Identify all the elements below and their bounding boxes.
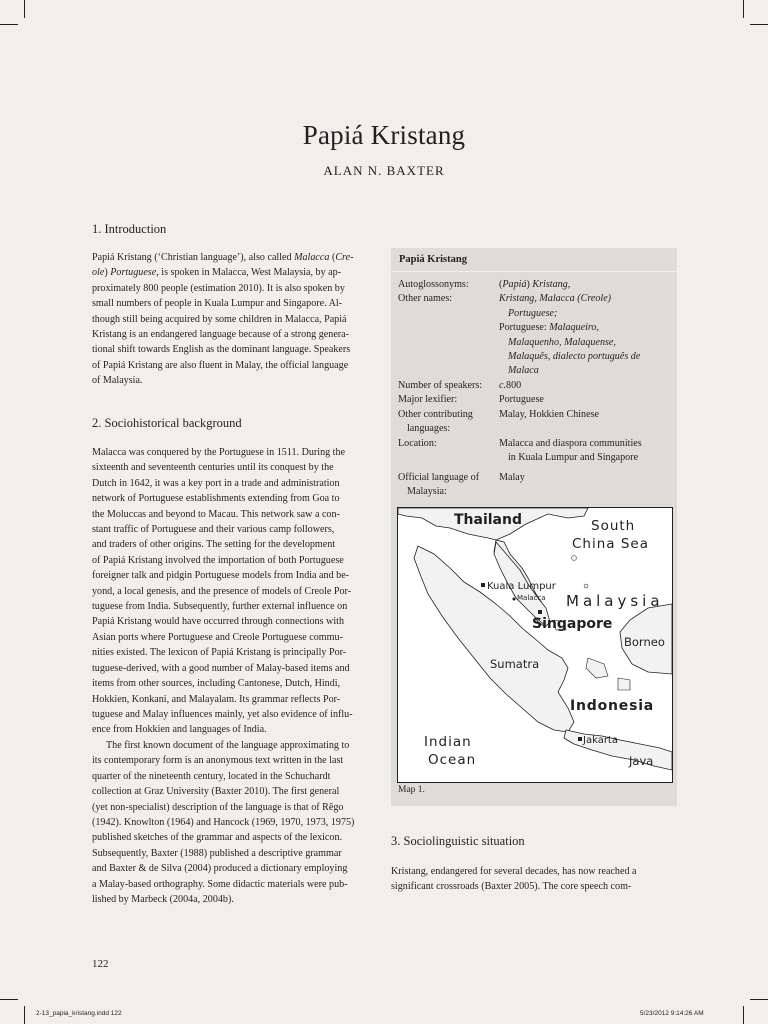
map-label-malaysia: Malaysia [566,592,664,610]
value-line: Kristang, Malacca (Creole) [499,293,612,305]
value-line: in Kuala Lumpur and Singapore [508,452,639,464]
text-line: lished by Marbeck (2004a, 2004b). [92,894,234,906]
map-label-java: Java [629,754,654,768]
text-line: significant crossroads (Baxter 2005). The core speech com- [391,881,632,893]
text-line: tuguese from India. Subsequently, further external influence on [92,601,348,613]
text-line: published sketches of the grammar and aspects of the lexicon. [92,832,343,844]
text-line: (yet non-specialist) description of the language is that of Rêgo [92,801,344,813]
infobox-key: Number of speakers: [398,380,483,391]
print-slug-timestamp: 5/23/2012 9:14:26 AM [640,1010,704,1017]
text-line: tuguese-derived, with a good number of Malay-based items and [92,662,350,674]
text-line: proximately 800 people (estimation 2010). It is also spoken by [92,282,345,294]
value-line: Malaquenho, Malaquense, [508,336,616,348]
text-line: items from other sources, including Cantonese, Dutch, Hindi, [92,678,341,690]
paragraph-sociolinguistic [391,864,678,895]
text-line: yond, a local genesis, and the presence of models of Creole Por- [92,585,352,597]
value-line: Malacca and diaspora communities [499,438,642,449]
singapore-marker [538,610,542,614]
key-line: Malaysia: [407,486,447,498]
infobox-value: Malay [499,472,525,483]
key-line: Other contributing [398,408,473,420]
infobox-key: Other names: [398,293,453,305]
text-line: Papiá Kristang (‘Christian language’), also called Malacca (Cre- [92,252,354,263]
section-heading-sociohistorical: 2. Sociohistorical background [92,416,242,430]
crop-mark [24,1006,25,1024]
map-label-indonesia: Indonesia [570,698,655,714]
kuala-lumpur-marker [481,583,485,587]
java-landmass [564,730,672,770]
page-title: Papiá Kristang [302,120,466,150]
page-number: 122 [92,958,109,970]
section-heading-sociolinguistic: 3. Sociolinguistic situation [391,834,525,848]
map-label-indian-ocean: Indian [424,734,472,750]
crop-mark [0,24,18,25]
paragraph-sociohistorical-2 [92,738,377,907]
infobox-divider [391,271,677,272]
value-line: Portuguese; [508,307,558,319]
value-line: Malaca [508,365,539,377]
text-line: The first known document of the language approximating to [106,740,350,751]
infobox-key [398,408,502,437]
text-line: of Papiá Kristang involved the importation of both Portuguese [92,554,344,566]
infobox-value: (Papiá) Kristang, [499,279,571,290]
belitung-island [618,678,630,690]
text-line: network of Portuguese establishments extending from Goa to [92,493,340,505]
map-label-jakarta: Jakarta [583,735,618,746]
infobox-value [499,437,677,466]
text-line: quarter of the nineteenth century, located in the Schuchardt [92,770,331,782]
jakarta-marker [578,737,582,741]
text-line: of Malaysia. [92,375,143,387]
key-line: languages: [407,423,451,435]
text-line: its contemporary form is an anonymous text written in the last [92,755,344,767]
map-label-malacca: Malacca [517,594,546,602]
text-line: Subsequently, Baxter (1988) published a descriptive grammar [92,847,342,859]
key-line: Official language of [398,472,480,483]
infobox-key: Major lexifier: [398,394,458,406]
text-line: collection at Graz University (Baxter 2010). The first general [92,786,340,798]
sumatra-landmass [414,546,574,732]
text-line: tional shift towards English as the dominant language. Speakers [92,344,351,356]
text-line: Hokkien, Konkani, and Malayalam. Its grammar reflects Por- [92,693,341,705]
text-line: ence from Hokkien and languages of India. [92,724,267,736]
value-line: Malaquês, dialecto português de [508,351,641,363]
infobox-value [499,292,677,378]
crop-mark [743,1006,744,1024]
crop-mark [743,0,744,18]
text-line: Malacca was conquered by the Portuguese in 1511. During the [92,447,346,458]
text-line: Asian ports where Portuguese and Creole Portuguese commu- [92,631,343,643]
map-label-south-china-sea: China Sea [572,536,650,552]
text-line: Dutch in 1642, it was a key port in a trade and administration [92,477,340,489]
text-line: and Baxter & de Silva (2004) produced a dictionary employing [92,863,348,875]
map-label-kuala-lumpur: Kuala Lumpur [487,581,556,592]
malacca-marker [513,598,516,601]
text-line: small numbers of people in Kuala Lumpur and Singapore. Al- [92,298,343,310]
crop-mark [750,24,768,25]
language-infobox [391,248,677,806]
map-label-borneo: Borneo [624,635,665,649]
infobox-value: Portuguese [499,394,544,406]
text-line: Papiá Kristang would have occurred through connections with [92,616,344,628]
text-line: though still being acquired by some children in Malacca, Papiá [92,313,347,325]
map-label-singapore: Singapore [532,616,613,632]
infobox-key: Location: [398,438,437,449]
map-label-thailand: Thailand [454,512,522,528]
small-island [584,584,588,588]
text-line: a Malay-based orthography. Some didactic materials were pub- [92,878,348,890]
infobox-value: c.800 [499,380,522,391]
author-name: ALAN N. BAXTER [323,163,445,178]
print-slug-filename: 2-13_papia_kristang.indd 122 [36,1010,122,1017]
text-line: and traders of other origins. The setting for the development [92,539,336,551]
crop-mark [24,0,25,18]
map-label-indian-ocean: Ocean [428,752,477,768]
small-island [572,556,577,561]
text-line: foreigner talk and pidgin Portuguese models from India and be- [92,570,350,582]
infobox-key: Autoglossonyms: [398,279,469,290]
crop-mark [0,999,18,1000]
text-line: nities existed. The lexicon of Papiá Kristang is principally Por- [92,647,347,659]
crop-mark [750,999,768,1000]
region-map [397,507,673,783]
text-line: the Moluccas and beyond to Macau. This network saw a con- [92,508,340,520]
map-label-sumatra: Sumatra [490,657,540,671]
paragraph-introduction [92,250,377,389]
text-line: stant traffic of Portuguese and their various camp followers, [92,524,335,536]
text-line: tuguese and Malay influences mainly, yet also evidence of influ- [92,708,353,720]
infobox-title: Papiá Kristang [399,254,467,265]
map-label-south-china-sea: South [591,518,636,534]
text-line: of Papiá Kristang are also fluent in Malay, the official language [92,359,349,371]
text-line: Kristang is an endangered language because of a strong genera- [92,329,350,341]
text-line: sixteenth and seventeenth centuries until its conquest by the [92,462,334,474]
section-heading-introduction: 1. Introduction [92,222,167,236]
map-graphic [398,508,672,782]
map-caption: Map 1. [398,785,425,795]
text-line: ole) Portuguese, is spoken in Malacca, West Malaysia, by ap- [92,267,342,279]
value-line: Portuguese: Malaqueiro, [499,322,600,334]
text-line: Kristang, endangered for several decades, has now reached a [391,866,637,877]
infobox-value: Malay, Hokkien Chinese [499,408,599,420]
paragraph-sociohistorical-1 [92,445,377,738]
text-line: (1942). Knowlton (1964) and Hancock (1969, 1970, 1973, 1975) [92,817,355,829]
infobox-key [398,471,502,500]
bangka-island [586,658,608,678]
